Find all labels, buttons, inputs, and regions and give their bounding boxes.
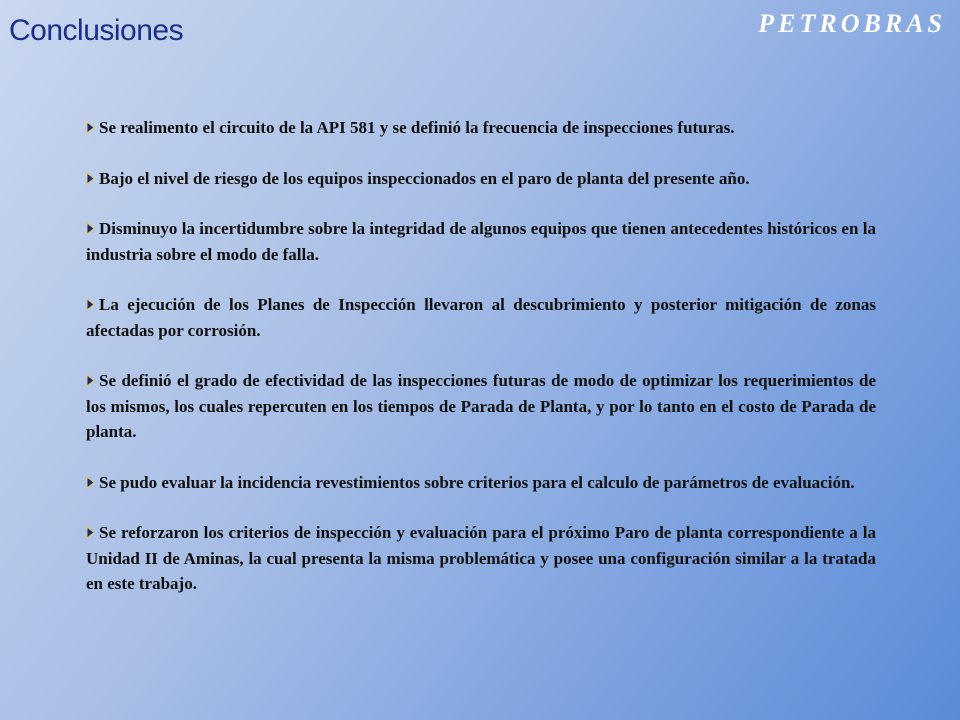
list-item [86,520,876,597]
bullet-text: Se pudo evaluar la incidencia revestimientos sobre criterios para el calculo de parámetros de evaluación. [99,472,855,492]
bullet-text: La ejecución de los Planes de Inspección llevaron al descubrimiento y posterior mitigación de zonas afectadas por corrosión. [86,295,876,340]
petrobras-logo: PETROBRAS [758,9,946,38]
list-item [86,216,876,267]
arrow-bullet-icon [86,298,95,311]
bullet-text: Se reforzaron los criterios de inspección y evaluación para el próximo Paro de planta correspondiente a la Unidad II de Aminas, la cual presenta la misma problemática y posee una configuración similar a la tratada en este trabajo. [86,523,876,593]
arrow-bullet-icon [86,476,95,489]
conclusions-list [86,115,876,622]
list-item [86,166,876,192]
arrow-bullet-icon [86,526,95,539]
arrow-bullet-icon [86,222,95,235]
bullet-text: Se realimento el circuito de la API 581 y se definió la frecuencia de inspecciones futuras. [99,118,735,137]
list-item [86,292,876,343]
list-item [86,470,876,496]
list-item [86,368,876,445]
bullet-text: Disminuyo la incertidumbre sobre la integridad de algunos equipos que tienen antecedentes históricos en la industria sobre el modo de falla. [86,219,876,264]
arrow-bullet-icon [86,121,95,134]
bullet-text: Se definió el grado de efectividad de las inspecciones futuras de modo de optimizar los requerimientos de los mismos, los cuales repercuten en los tiempos de Parada de Planta, y por lo tanto en el costo de Parada de planta. [86,371,876,441]
bullet-text: Bajo el nivel de riesgo de los equipos inspeccionados en el paro de planta del presente año. [99,168,750,188]
list-item [86,115,876,141]
arrow-bullet-icon [86,172,95,185]
slide-title: Conclusiones [9,14,184,47]
arrow-bullet-icon [86,374,95,387]
